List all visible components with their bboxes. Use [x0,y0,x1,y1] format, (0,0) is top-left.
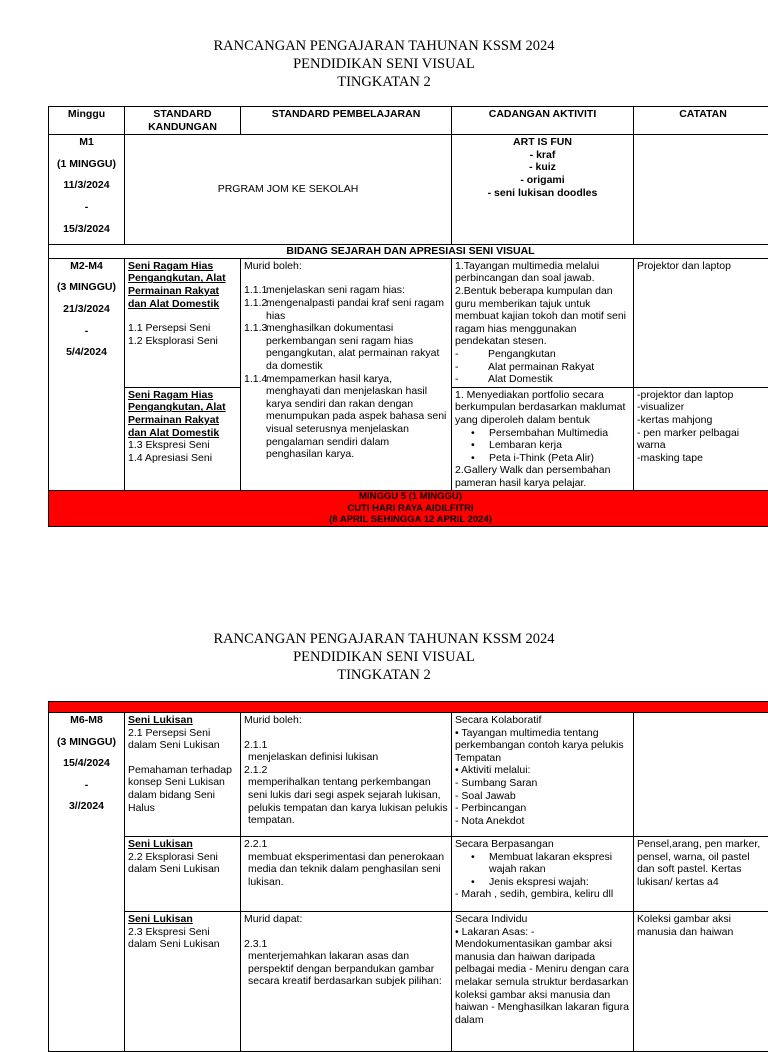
table-header-row [49,107,768,135]
sp-cell-m6-b: 2.2.1 membuat eksperimentasi dan penerokaan media dan teknik dalam penghasilan seni lukisan. [241,837,452,912]
header-cadangan-aktiviti: CADANGAN AKTIVITI [452,107,634,135]
table-row-m2-a [49,258,768,387]
title2-line-3: TINGKATAN 2 [0,666,768,684]
program-cell: PRGRAM JOM KE SEKOLAH [125,135,452,245]
sp-cell-m6-a: Murid boleh: 2.1.1 menjelaskan definisi lukisan 2.1.2 memperihalkan tentang perkembangan seni lukis dari segi aspek sejarah lukisan, pelukis tempatan dan karya lukisan pelukis tempatan. [241,713,452,837]
page-title-1 [0,37,768,91]
sk-cell-m2-b: Seni Ragam Hias Pengangkutan, Alat Permainan Rakyat dan Alat Domestik 1.3 Ekspresi Seni 1.4 Apresiasi Seni [125,387,241,491]
table-row-m6-a [49,713,768,837]
catatan-cell-m1 [634,135,768,245]
table-row-m1 [49,135,768,245]
holiday-row [49,491,768,527]
title-line-1: RANCANGAN PENGAJARAN TAHUNAN KSSM 2024 [0,37,768,55]
week-cell-m2: M2-M4 (3 MINGGU) 21/3/2024 - 5/4/2024 [49,258,125,491]
ca-cell-m6-c: Secara Individu • Lakaran Asas: - Mendokumentasikan gambar aksi manusia dan haiwan daripada pelbagai media - Meniru dengan cara melakar semula struktur berdasarkan koleksi gambar aksi manusia dan haiwan - Menghasilkan lakaran figura dalam [452,912,634,1052]
sp-cell-m6-c: Murid dapat: 2.3.1 menterjemahkan lakaran asas dan perspektif dengan berpandukan gambar secara kreatif berdasarkan subjek pilihan: [241,912,452,1052]
section-row [49,245,768,259]
title2-line-2: PENDIDIKAN SENI VISUAL [0,648,768,666]
title-line-2: PENDIDIKAN SENI VISUAL [0,55,768,73]
ca-cell-m6-b: Secara Berpasangan • Membuat lakaran ekspresi wajah rakan • Jenis ekspresi wajah: - Marah , sedih, gembira, keliru dll [452,837,634,912]
page-title-2 [0,630,768,684]
catatan-cell-m6-b: Pensel,arang, pen marker, pensel, warna, oil pastel dan soft pastel. Kertas lukisan/ kertas a4 [634,837,768,912]
sk-cell-m6-b: Seni Lukisan 2.2 Eksplorasi Seni dalam Seni Lukisan [125,837,241,912]
week-cell-m6: M6-M8 (3 MINGGU) 15/4/2024 - 3//2024 [49,713,125,1052]
catatan-cell-m6-a [634,713,768,837]
ca-cell-m2-b: 1. Menyediakan portfolio secara berkumpulan berdasarkan maklumat yang diperoleh dalam bentuk • Persembahan Multimedia • Lembaran kerja • Peta i-Think (Peta Alir) 2.Gallery Walk dan persembahan pameran hasil karya pelajar. [452,387,634,491]
sp-cell-m2: Murid boleh: 1.1.1 menjelaskan seni ragam hias: 1.1.2 mengenalpasti pandai kraf seni ragam hias 1.1.3 menghasilkan dokumentasi perkembangan seni ragam hias pengangkutan, alat permainan rakyat da domestik 1.1.4 mempamerkan hasil karya, menghayati dan menjelaskan hasil karya sendiri dan rakan dengan menumpukan pada aspek bahasa seni visual seterusnya menjelaskan pengalaman sendiri dalam penghasilan karya. [241,258,452,491]
week-cell-m1: M1 (1 MINGGU) 11/3/2024 - 15/3/2024 [49,135,125,245]
rpt-table-2 [48,712,768,1052]
header-catatan: CATATAN [634,107,768,135]
title2-line-1: RANCANGAN PENGAJARAN TAHUNAN KSSM 2024 [0,630,768,648]
table-row-m6-b [49,837,768,912]
rpt-table-1 [48,106,768,527]
sk-cell-m2-a: Seni Ragam Hias Pengangkutan, Alat Permainan Rakyat dan Alat Domestik 1.1 Persepsi Seni 1.2 Eksplorasi Seni [125,258,241,387]
title-line-3: TINGKATAN 2 [0,73,768,91]
header-standard-kandungan: STANDARD KANDUNGAN [125,107,241,135]
catatan-cell-m6-c: Koleksi gambar aksi manusia dan haiwan [634,912,768,1052]
ca-cell-m2-a: 1.Tayangan multimedia melalui perbincangan dan soal jawab. 2.Bentuk beberapa kumpulan dan guru memberikan tajuk untuk membuat kajian tokoh dan motif seni ragam hias menggunakan pendekatan stesen. - Pengangkutan - Alat permainan Rakyat - Alat Domestik [452,258,634,387]
section-heading: BIDANG SEJARAH DAN APRESIASI SENI VISUAL [49,245,768,259]
header-standard-pembelajaran: STANDARD PEMBELAJARAN [241,107,452,135]
ca-cell-m6-a: Secara Kolaboratif • Tayangan multimedia tentang perkembangan contoh karya pelukis Tempatan • Aktiviti melalui: - Sumbang Saran - Soal Jawab - Perbincangan - Nota Anekdot [452,713,634,837]
activity-cell-m1: ART IS FUN - kraf - kuiz - origami - seni lukisan doodles [452,135,634,245]
holiday-banner: MINGGU 5 (1 MINGGU) CUTI HARI RAYA AIDILFITRI (8 APRIL SEHINGGA 12 APRIL 2024) [49,491,768,527]
sk-cell-m6-a: Seni Lukisan 2.1 Persepsi Seni dalam Seni Lukisan Pemahaman terhadap konsep Seni Lukisan dalam bidang Seni Halus [125,713,241,837]
table-row-m6-c [49,912,768,1052]
catatan-cell-m2-b: -projektor dan laptop -visualizer -kertas mahjong - pen marker pelbagai warna -masking tape [634,387,768,491]
header-minggu: Minggu [49,107,125,135]
catatan-cell-m2-a: Projektor dan laptop [634,258,768,387]
sk-cell-m6-c: Seni Lukisan 2.3 Ekspresi Seni dalam Seni Lukisan [125,912,241,1052]
